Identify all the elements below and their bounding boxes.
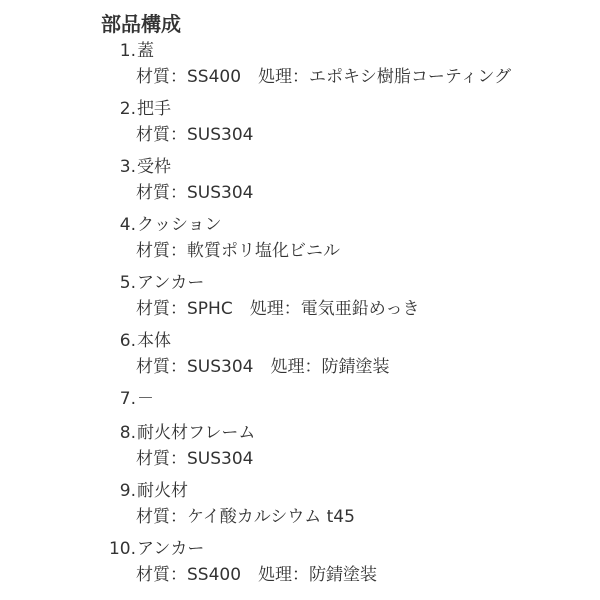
part-name: アンカー (137, 273, 205, 293)
part-item-2 (0, 96, 600, 148)
part-name: 耐火材 (137, 481, 188, 501)
part-item-5 (0, 270, 600, 322)
part-spec: 材質：SPHC 処理：電気亜鉛めっき (136, 299, 420, 319)
part-name: アンカー (137, 539, 205, 559)
part-number: 1. (119, 41, 136, 61)
part-name: － (137, 389, 154, 409)
part-name: 蓋 (137, 41, 154, 61)
part-item-4 (0, 212, 600, 264)
part-spec: 材質：SUS304 処理：防錆塗装 (136, 357, 390, 377)
part-spec: 材質：SS400 処理：防錆塗装 (136, 565, 378, 585)
part-name: 受枠 (137, 157, 171, 177)
part-number: 6. (119, 331, 136, 351)
part-number: 2. (119, 99, 136, 119)
part-spec: 材質：軟質ポリ塩化ビニル (136, 241, 340, 261)
part-name: 耐火材フレーム (137, 423, 256, 443)
part-number: 7. (119, 389, 136, 409)
part-item-7 (0, 386, 600, 412)
part-item-9 (0, 478, 600, 530)
parts-list (0, 38, 600, 594)
section-heading: 部品構成 (101, 12, 181, 36)
part-name: 本体 (137, 331, 171, 351)
part-item-8 (0, 420, 600, 472)
part-number: 3. (119, 157, 136, 177)
part-number: 10. (108, 539, 136, 559)
part-number: 4. (119, 215, 136, 235)
part-item-10 (0, 536, 600, 588)
part-number: 8. (119, 423, 136, 443)
part-spec: 材質：SS400 処理：エポキシ樹脂コーティング (136, 67, 512, 87)
part-name: 把手 (137, 99, 171, 119)
part-item-3 (0, 154, 600, 206)
part-number: 5. (119, 273, 136, 293)
part-name: クッション (137, 215, 222, 235)
part-spec: 材質：ケイ酸カルシウム t45 (136, 507, 355, 527)
part-item-1 (0, 38, 600, 90)
part-number: 9. (119, 481, 136, 501)
part-spec: 材質：SUS304 (136, 125, 254, 145)
part-spec: 材質：SUS304 (136, 183, 254, 203)
part-spec: 材質：SUS304 (136, 449, 254, 469)
part-item-6 (0, 328, 600, 380)
